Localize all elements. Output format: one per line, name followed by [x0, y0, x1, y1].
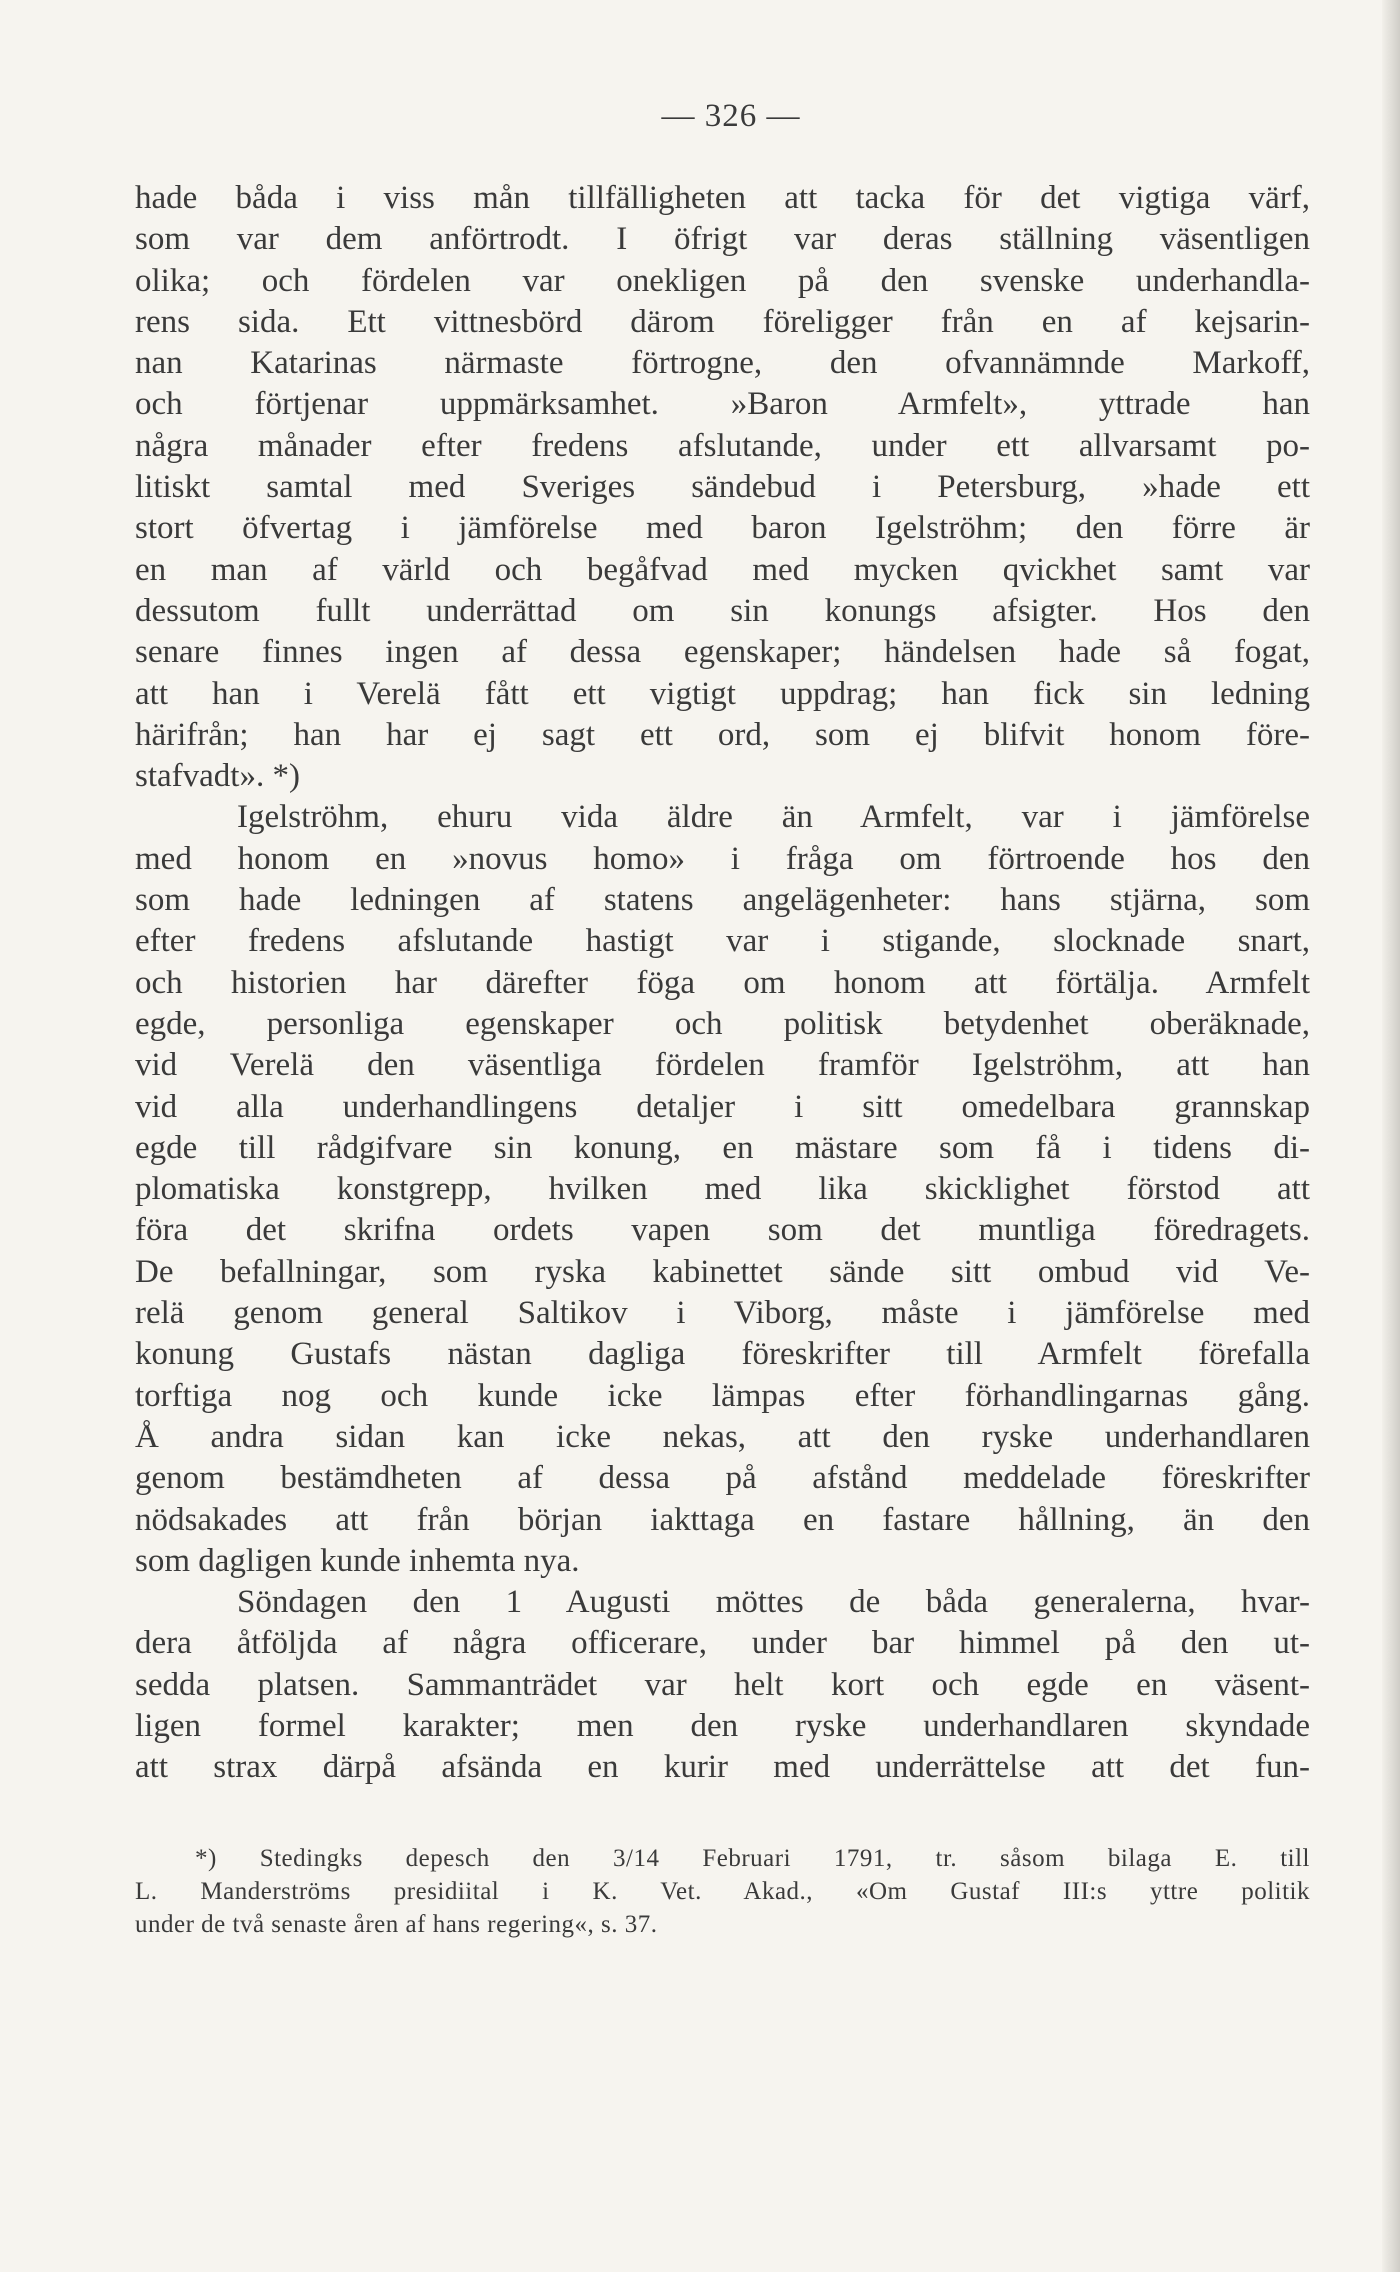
- text-line: som var dem anförtrodt. I öfrigt var deras ställning väsentligen: [135, 221, 1310, 258]
- text-line: hade båda i viss mån tillfälligheten att tacka för det vigtiga värf,: [135, 180, 1310, 216]
- text-line: och historien har därefter föga om honom att förtälja. Armfelt: [135, 964, 1310, 1001]
- text-line: med honom en »novus homo» i fråga om förtroende hos den: [135, 840, 1310, 877]
- text-line: plomatiska konstgrepp, hvilken med lika skicklighet förstod att: [135, 1171, 1310, 1208]
- text-line: och förtjenar uppmärksamhet. »Baron Armfelt», yttrade han: [135, 386, 1310, 423]
- text-line: Å andra sidan kan icke nekas, att den ryske underhandlaren: [135, 1418, 1310, 1455]
- text-line: dessutom fullt underrättad om sin konungs afsigter. Hos den: [135, 592, 1310, 629]
- page-number: — 326 —: [661, 98, 801, 134]
- text-line: några månader efter fredens afslutande, under ett allvarsamt po-: [135, 427, 1310, 464]
- footnote-line: *) Stedingks depesch den 3/14 Februari 1791, tr. såsom bilaga E. till: [195, 1845, 1310, 1872]
- text-line: Igelströhm, ehuru vida äldre än Armfelt, var i jämförelse: [237, 799, 1310, 836]
- text-line: som dagligen kunde inhemta nya.: [135, 1542, 580, 1579]
- text-line: olika; och fördelen var onekligen på den svenske underhandla-: [135, 262, 1310, 299]
- page-edge-shadow: [1382, 0, 1400, 2272]
- text-line: senare finnes ingen af dessa egenskaper; händelsen hade så fogat,: [135, 634, 1310, 671]
- body-text: [135, 178, 1310, 1789]
- text-line: torftiga nog och kunde icke lämpas efter förhandlingarnas gång.: [135, 1377, 1310, 1414]
- text-line: dera åtföljda af några officerare, under bar himmel på den ut-: [135, 1625, 1310, 1662]
- text-line: konung Gustafs nästan dagliga föreskrifter till Armfelt förefalla: [135, 1336, 1310, 1373]
- text-line: vid alla underhandlingens detaljer i sitt omedelbara grannskap: [135, 1088, 1310, 1125]
- text-line: nan Katarinas närmaste förtrogne, den ofvannämnde Markoff,: [135, 345, 1310, 382]
- text-line: vid Verelä den väsentliga fördelen framför Igelströhm, att han: [135, 1047, 1310, 1084]
- footnotes: [135, 1842, 1310, 1941]
- text-line: litiskt samtal med Sveriges sändebud i Petersburg, »hade ett: [135, 469, 1310, 506]
- text-line: föra det skrifna ordets vapen som det muntliga föredragets.: [135, 1212, 1310, 1249]
- text-line: att han i Verelä fått ett vigtigt uppdrag; han fick sin ledning: [135, 675, 1310, 712]
- text-line: De befallningar, som ryska kabinettet sände sitt ombud vid Ve-: [135, 1253, 1310, 1290]
- text-line: sedda platsen. Sammanträdet var helt kort och egde en väsent-: [135, 1666, 1310, 1703]
- text-line: egde till rådgifvare sin konung, en mästare som få i tidens di-: [135, 1129, 1310, 1166]
- text-line: stafvadt». *): [135, 758, 300, 795]
- text-line: nödsakades att från början iakttaga en fastare hållning, än den: [135, 1501, 1310, 1538]
- text-line: att strax därpå afsända en kurir med underrättelse att det fun-: [135, 1749, 1310, 1786]
- text-line: en man af värld och begåfvad med mycken qvickhet samt var: [135, 551, 1310, 588]
- footnote-line: L. Manderströms presidiital i K. Vet. Akad., «Om Gustaf III:s yttre politik: [135, 1878, 1310, 1905]
- text-line: Söndagen den 1 Augusti möttes de båda generalerna, hvar-: [237, 1584, 1310, 1621]
- text-line: rens sida. Ett vittnesbörd därom föreligger från en af kejsarin-: [135, 303, 1310, 340]
- text-line: egde, personliga egenskaper och politisk betydenhet oberäknade,: [135, 1005, 1310, 1042]
- text-line: ligen formel karakter; men den ryske underhandlaren skyndade: [135, 1707, 1310, 1744]
- text-line: som hade ledningen af statens angelägenheter: hans stjärna, som: [135, 882, 1310, 919]
- text-line: efter fredens afslutande hastigt var i stigande, slocknade snart,: [135, 923, 1310, 960]
- text-line: relä genom general Saltikov i Viborg, måste i jämförelse med: [135, 1295, 1310, 1332]
- text-line: stort öfvertag i jämförelse med baron Igelströhm; den förre är: [135, 510, 1310, 547]
- footnote-line: under de två senaste åren af hans regering«, s. 37.: [135, 1911, 658, 1938]
- text-line: härifrån; han har ej sagt ett ord, som ej blifvit honom före-: [135, 716, 1310, 753]
- text-line: genom bestämdheten af dessa på afstånd meddelade föreskrifter: [135, 1460, 1310, 1497]
